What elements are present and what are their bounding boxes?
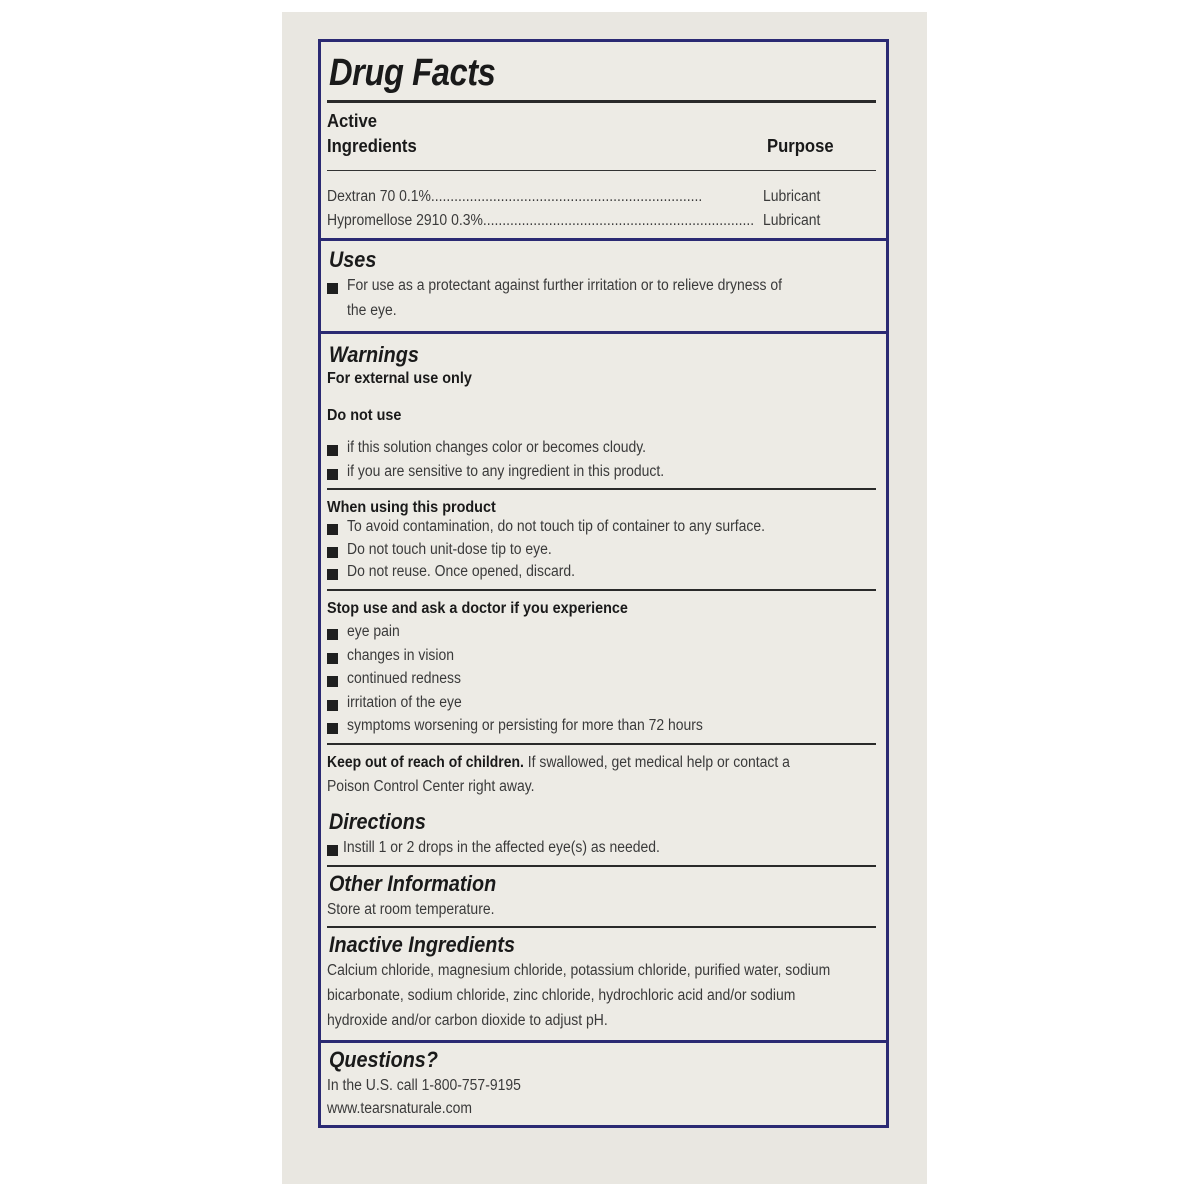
warnings-rule <box>327 589 876 591</box>
stop-use-item: changes in vision <box>347 647 455 664</box>
active-ingredient-name: Hypromellose 2910 0.3%...................................................................... <box>327 212 755 229</box>
inactive-line3: hydroxide and/or carbon dioxide to adjust pH. <box>327 1012 608 1029</box>
when-using-item: To avoid contamination, do not touch tip of container to any surface. <box>347 518 765 535</box>
active-ingredient-name: Dextran 70 0.1%...................................................................... <box>327 188 703 205</box>
bullet-icon <box>327 569 338 580</box>
bullet-icon <box>327 445 338 456</box>
warnings-rule <box>327 488 876 490</box>
stop-use-heading: Stop use and ask a doctor if you experience <box>327 600 628 617</box>
bullet-icon <box>327 283 338 294</box>
directions-item: Instill 1 or 2 drops in the affected eye(s) as needed. <box>343 839 660 856</box>
active-ingredient-purpose: Lubricant <box>763 188 821 205</box>
external-use-text: For external use only <box>327 370 472 387</box>
when-using-heading: When using this product <box>327 499 496 516</box>
warnings-rule <box>327 865 876 867</box>
active-ingredient-purpose: Lubricant <box>763 212 821 229</box>
bullet-icon <box>327 547 338 558</box>
warnings-rule <box>327 743 876 745</box>
other-info-text: Store at room temperature. <box>327 901 495 918</box>
warnings-heading: Warnings <box>329 342 419 367</box>
questions-section <box>321 1040 886 1125</box>
warnings-rule <box>327 926 876 928</box>
active-header-line2: Ingredients <box>327 135 417 156</box>
when-using-item: Do not touch unit-dose tip to eye. <box>347 541 552 558</box>
purpose-header: Purpose <box>767 135 834 156</box>
keep-out-line2: Poison Control Center right away. <box>327 778 535 795</box>
bullet-icon <box>327 629 338 640</box>
bullet-icon <box>327 524 338 535</box>
inactive-line2: bicarbonate, sodium chloride, zinc chloride, hydrochloric acid and/or sodium <box>327 987 796 1004</box>
keep-out-rest: If swallowed, get medical help or contact a <box>527 754 790 771</box>
bullet-icon <box>327 723 338 734</box>
stop-use-item: symptoms worsening or persisting for more than 72 hours <box>347 717 703 734</box>
inactive-line1: Calcium chloride, magnesium chloride, potassium chloride, purified water, sodium <box>327 962 831 979</box>
stop-use-item: eye pain <box>347 623 400 640</box>
uses-section <box>321 238 886 331</box>
active-header-line1: Active <box>327 110 377 131</box>
inactive-heading: Inactive Ingredients <box>329 932 515 957</box>
questions-website: www.tearsnaturale.com <box>327 1100 472 1117</box>
uses-text-line1: For use as a protectant against further irritation or to relieve dryness of <box>347 277 782 294</box>
keep-out-bold: Keep out of reach of children. <box>327 754 524 771</box>
drug-facts-title: Drug Facts <box>329 52 496 94</box>
stop-use-item: irritation of the eye <box>347 694 462 711</box>
bullet-icon <box>327 700 338 711</box>
bullet-icon <box>327 845 338 856</box>
bullet-icon <box>327 469 338 480</box>
do-not-use-item: if this solution changes color or becomes cloudy. <box>347 439 647 456</box>
uses-heading: Uses <box>329 247 377 272</box>
active-ingredients-section <box>321 42 886 238</box>
questions-heading: Questions? <box>329 1047 438 1072</box>
title-rule <box>327 100 876 103</box>
bullet-icon <box>327 653 338 664</box>
directions-heading: Directions <box>329 809 426 834</box>
active-rule <box>327 170 876 171</box>
when-using-item: Do not reuse. Once opened, discard. <box>347 563 575 580</box>
keep-out-line1 <box>327 754 790 772</box>
do-not-use-item: if you are sensitive to any ingredient in this product. <box>347 463 665 480</box>
uses-text-line2: the eye. <box>347 302 397 319</box>
other-info-heading: Other Information <box>329 871 497 896</box>
drug-facts-panel <box>318 39 889 1128</box>
stop-use-item: continued redness <box>347 670 462 687</box>
bullet-icon <box>327 676 338 687</box>
questions-phone: In the U.S. call 1-800-757-9195 <box>327 1077 521 1094</box>
do-not-use-heading: Do not use <box>327 407 402 424</box>
warnings-section <box>321 331 886 1040</box>
